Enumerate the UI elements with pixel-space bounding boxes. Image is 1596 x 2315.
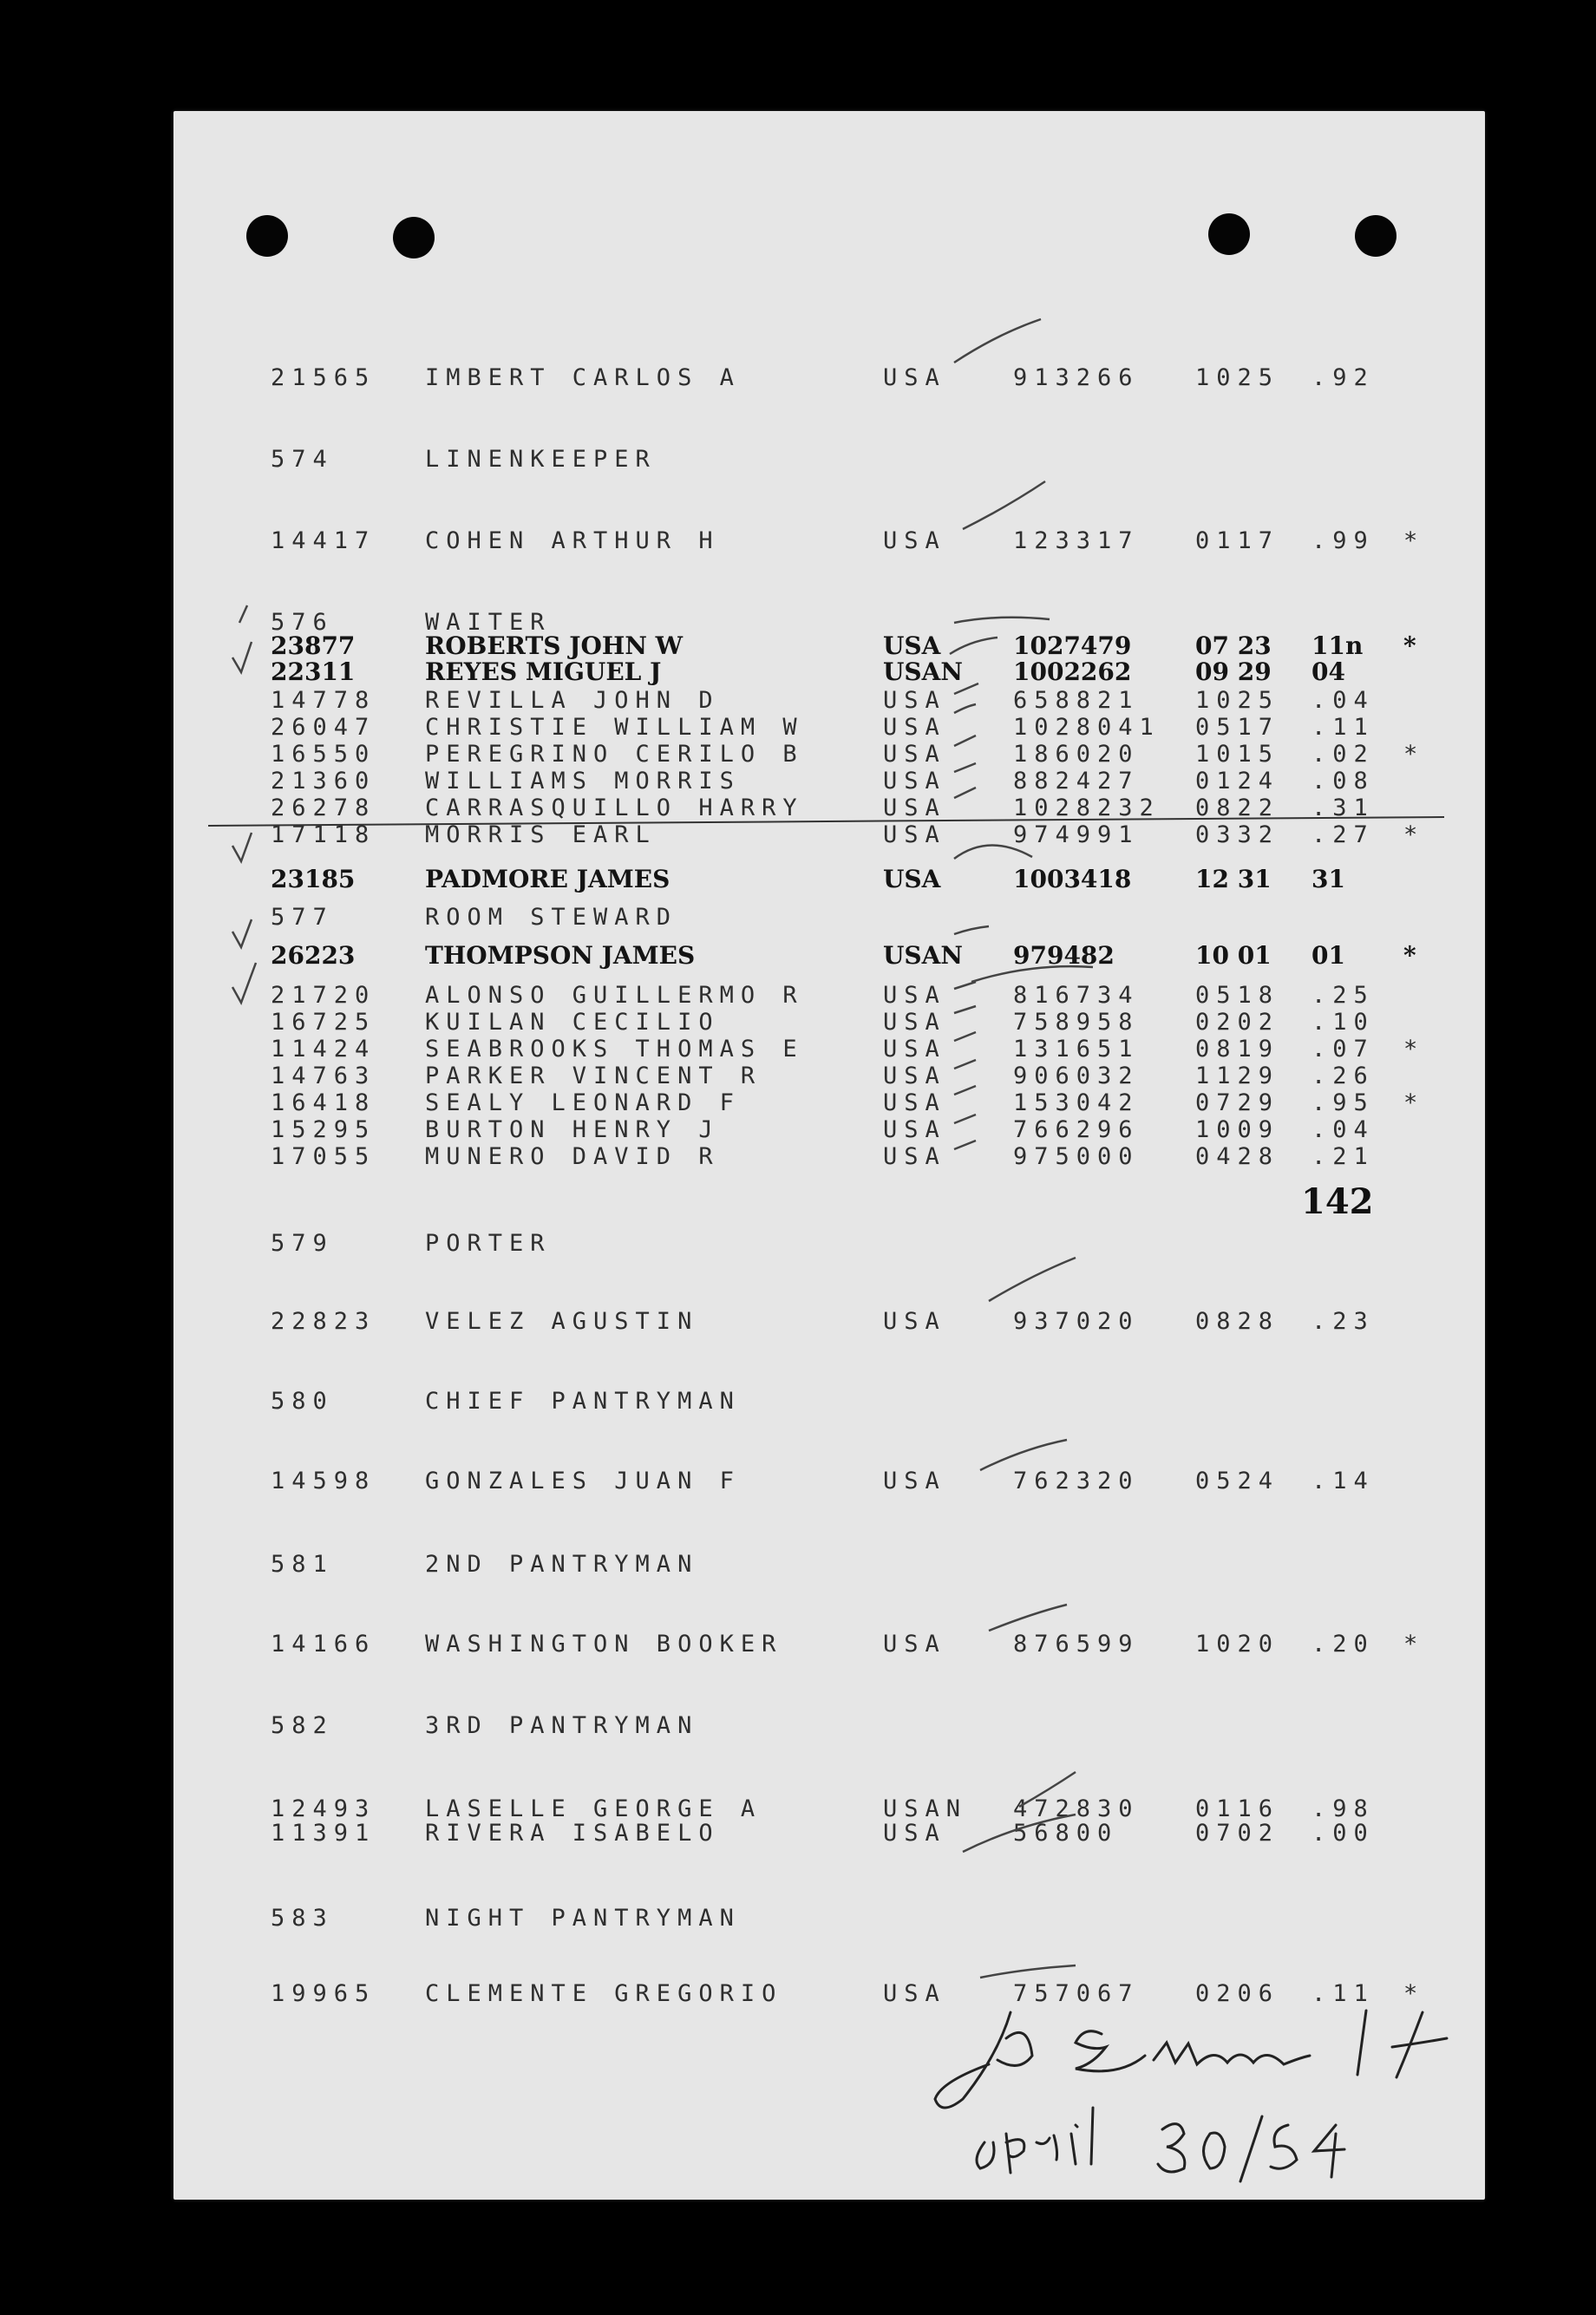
nationality: USA — [883, 1036, 946, 1063]
document-number: 123317 — [1013, 527, 1140, 554]
value: .07 — [1311, 1036, 1375, 1063]
section-code: 580 — [271, 1388, 334, 1415]
crew-id: 19965 — [271, 1980, 376, 2007]
crew-name: RIVERA ISABELO — [425, 1820, 720, 1847]
date-code: 0828 — [1195, 1308, 1280, 1335]
section-title: NIGHT PANTRYMAN — [425, 1905, 741, 1932]
nationality: USA — [883, 768, 946, 795]
document-number: 937020 — [1013, 1308, 1140, 1335]
value: .04 — [1311, 687, 1375, 714]
section-title: WAITER — [425, 609, 552, 636]
document-number: 1028041 — [1013, 714, 1161, 741]
asterisk-mark: * — [1403, 1631, 1425, 1658]
nationality: USA — [883, 865, 941, 893]
crew-id: 12493 — [271, 1795, 376, 1822]
crew-id: 22311 — [271, 657, 356, 686]
document-number: 906032 — [1013, 1063, 1140, 1089]
document-number: 757067 — [1013, 1980, 1140, 2007]
crew-name: WILLIAMS MORRIS — [425, 768, 741, 795]
crew-id: 23877 — [271, 631, 356, 660]
asterisk-mark: * — [1403, 1036, 1425, 1063]
section-code: 577 — [271, 904, 334, 931]
document-number: 56800 — [1013, 1820, 1119, 1847]
crew-id: 11391 — [271, 1820, 376, 1847]
crew-name: THOMPSON JAMES — [425, 941, 696, 970]
nationality: USA — [883, 631, 941, 660]
section-title: LINENKEEPER — [425, 446, 657, 473]
document-number: 882427 — [1013, 768, 1140, 795]
document-number: 153042 — [1013, 1089, 1140, 1116]
section-code: 574 — [271, 446, 334, 473]
date-code: 0202 — [1195, 1009, 1280, 1036]
value: .21 — [1311, 1143, 1375, 1170]
value: .11 — [1311, 1980, 1375, 2007]
section-code: 579 — [271, 1230, 334, 1257]
asterisk-mark: * — [1403, 631, 1416, 660]
date-code: 0729 — [1195, 1089, 1280, 1116]
crew-name: PADMORE JAMES — [425, 865, 670, 893]
value: 04 — [1311, 657, 1345, 686]
section-title: CHIEF PANTRYMAN — [425, 1388, 741, 1415]
section-code: 581 — [271, 1551, 334, 1578]
date-code: 0332 — [1195, 821, 1280, 848]
value: .02 — [1311, 741, 1375, 768]
date-code: 0822 — [1195, 795, 1280, 821]
date-code: 0517 — [1195, 714, 1280, 741]
crew-id: 16550 — [271, 741, 376, 768]
crew-name: SEABROOKS THOMAS E — [425, 1036, 804, 1063]
crew-name: CARRASQUILLO HARRY — [425, 795, 804, 821]
crew-id: 21360 — [271, 768, 376, 795]
date-code: 0819 — [1195, 1036, 1280, 1063]
value: .26 — [1311, 1063, 1375, 1089]
value: 11n — [1311, 631, 1364, 660]
crew-name: MORRIS EARL — [425, 821, 657, 848]
date-code: 09 29 — [1195, 657, 1272, 686]
crew-id: 15295 — [271, 1116, 376, 1143]
crew-name: CHRISTIE WILLIAM W — [425, 714, 804, 741]
signature — [935, 2011, 1447, 2181]
document-number: 472830 — [1013, 1795, 1140, 1822]
value: .99 — [1311, 527, 1375, 554]
crew-name: CLEMENTE GREGORIO — [425, 1980, 783, 2007]
date-code: 1009 — [1195, 1116, 1280, 1143]
strike-line — [208, 817, 1444, 826]
crew-id: 26223 — [271, 941, 356, 970]
crew-id: 14598 — [271, 1468, 376, 1494]
crew-name: WASHINGTON BOOKER — [425, 1631, 783, 1658]
date-code: 1129 — [1195, 1063, 1280, 1089]
crew-name: PEREGRINO CERILO B — [425, 741, 804, 768]
document-number: 913266 — [1013, 364, 1140, 391]
crew-name: ROBERTS JOHN W — [425, 631, 684, 660]
crew-name: KUILAN CECILIO — [425, 1009, 720, 1036]
crew-name: REVILLA JOHN D — [425, 687, 720, 714]
document-number: 876599 — [1013, 1631, 1140, 1658]
date-code: 1020 — [1195, 1631, 1280, 1658]
document-number: 1027479 — [1013, 631, 1132, 660]
nationality: USA — [883, 1980, 946, 2007]
document-number: 979482 — [1013, 941, 1115, 970]
nationality: USA — [883, 714, 946, 741]
nationality: USA — [883, 982, 946, 1009]
crew-id: 14763 — [271, 1063, 376, 1089]
section-title: 3RD PANTRYMAN — [425, 1712, 699, 1739]
nationality: USAN — [883, 1795, 968, 1822]
crew-name: REYES MIGUEL J — [425, 657, 662, 686]
crew-name: LASELLE GEORGE A — [425, 1795, 762, 1822]
document-number: 1003418 — [1013, 865, 1132, 893]
value: .10 — [1311, 1009, 1375, 1036]
asterisk-mark: * — [1403, 741, 1425, 768]
crew-id: 26278 — [271, 795, 376, 821]
nationality: USA — [883, 1468, 946, 1494]
section-code: 583 — [271, 1905, 334, 1932]
value: .27 — [1311, 821, 1375, 848]
value: .20 — [1311, 1631, 1375, 1658]
date-code: 0428 — [1195, 1143, 1280, 1170]
nationality: USA — [883, 1820, 946, 1847]
nationality: USA — [883, 795, 946, 821]
crew-id: 11424 — [271, 1036, 376, 1063]
nationality: USA — [883, 1631, 946, 1658]
asterisk-mark: * — [1403, 821, 1425, 848]
crew-name: SEALY LEONARD F — [425, 1089, 741, 1116]
value: .00 — [1311, 1820, 1375, 1847]
date-code: 0117 — [1195, 527, 1280, 554]
nationality: USA — [883, 1063, 946, 1089]
date-code: 1025 — [1195, 364, 1280, 391]
crew-name: VELEZ AGUSTIN — [425, 1308, 699, 1335]
date-code: 07 23 — [1195, 631, 1272, 660]
value: .08 — [1311, 768, 1375, 795]
asterisk-mark: * — [1403, 941, 1416, 970]
date-code: 10 01 — [1195, 941, 1272, 970]
crew-id: 16418 — [271, 1089, 376, 1116]
crew-id: 14417 — [271, 527, 376, 554]
document-number: 758958 — [1013, 1009, 1140, 1036]
date-code: 0116 — [1195, 1795, 1280, 1822]
value: 31 — [1311, 865, 1345, 893]
nationality: USA — [883, 1143, 946, 1170]
crew-id: 21720 — [271, 982, 376, 1009]
nationality: USA — [883, 1009, 946, 1036]
section-title: 2ND PANTRYMAN — [425, 1551, 699, 1578]
nationality: USA — [883, 527, 946, 554]
crew-name: BURTON HENRY J — [425, 1116, 720, 1143]
document-number: 975000 — [1013, 1143, 1140, 1170]
crew-name: PARKER VINCENT R — [425, 1063, 762, 1089]
asterisk-mark: * — [1403, 527, 1425, 554]
section-title: ROOM STEWARD — [425, 904, 678, 931]
asterisk-mark: * — [1403, 1980, 1425, 2007]
date-code: 0518 — [1195, 982, 1280, 1009]
value: .23 — [1311, 1308, 1375, 1335]
nationality: USA — [883, 741, 946, 768]
value: .98 — [1311, 1795, 1375, 1822]
value: .25 — [1311, 982, 1375, 1009]
nationality: USA — [883, 1089, 946, 1116]
value: .95 — [1311, 1089, 1375, 1116]
date-code: 0524 — [1195, 1468, 1280, 1494]
section-code: 576 — [271, 609, 334, 636]
document-number: 766296 — [1013, 1116, 1140, 1143]
date-code: 1015 — [1195, 741, 1280, 768]
page-number: 142 — [1301, 1181, 1374, 1222]
asterisk-mark: * — [1403, 1089, 1425, 1116]
date-code: 0124 — [1195, 768, 1280, 795]
crew-name: MUNERO DAVID R — [425, 1143, 720, 1170]
crew-id: 16725 — [271, 1009, 376, 1036]
crew-id: 14778 — [271, 687, 376, 714]
crew-name: GONZALES JUAN F — [425, 1468, 741, 1494]
section-code: 582 — [271, 1712, 334, 1739]
date-code: 0702 — [1195, 1820, 1280, 1847]
document-number: 1002262 — [1013, 657, 1132, 686]
date-code: 0206 — [1195, 1980, 1280, 2007]
crew-id: 21565 — [271, 364, 376, 391]
crew-id: 17055 — [271, 1143, 376, 1170]
value: .92 — [1311, 364, 1375, 391]
crew-id: 22823 — [271, 1308, 376, 1335]
crew-id: 26047 — [271, 714, 376, 741]
document-number: 762320 — [1013, 1468, 1140, 1494]
crew-name: IMBERT CARLOS A — [425, 364, 741, 391]
document-number: 816734 — [1013, 982, 1140, 1009]
nationality: USAN — [883, 941, 963, 970]
value: .04 — [1311, 1116, 1375, 1143]
check-marks — [232, 319, 1093, 1978]
section-title: PORTER — [425, 1230, 552, 1257]
date-code: 1025 — [1195, 687, 1280, 714]
crew-id: 14166 — [271, 1631, 376, 1658]
date-code: 12 31 — [1195, 865, 1272, 893]
value: .14 — [1311, 1468, 1375, 1494]
value: .31 — [1311, 795, 1375, 821]
value: .11 — [1311, 714, 1375, 741]
crew-name: COHEN ARTHUR H — [425, 527, 720, 554]
nationality: USAN — [883, 657, 963, 686]
document-number: 974991 — [1013, 821, 1140, 848]
crew-name: ALONSO GUILLERMO R — [425, 982, 804, 1009]
nationality: USA — [883, 687, 946, 714]
crew-id: 17118 — [271, 821, 376, 848]
nationality: USA — [883, 1308, 946, 1335]
nationality: USA — [883, 1116, 946, 1143]
nationality: USA — [883, 821, 946, 848]
document-number: 658821 — [1013, 687, 1140, 714]
document-number: 186020 — [1013, 741, 1140, 768]
document-number: 1028232 — [1013, 795, 1161, 821]
nationality: USA — [883, 364, 946, 391]
document-number: 131651 — [1013, 1036, 1140, 1063]
value: 01 — [1311, 941, 1345, 970]
crew-id: 23185 — [271, 865, 356, 893]
